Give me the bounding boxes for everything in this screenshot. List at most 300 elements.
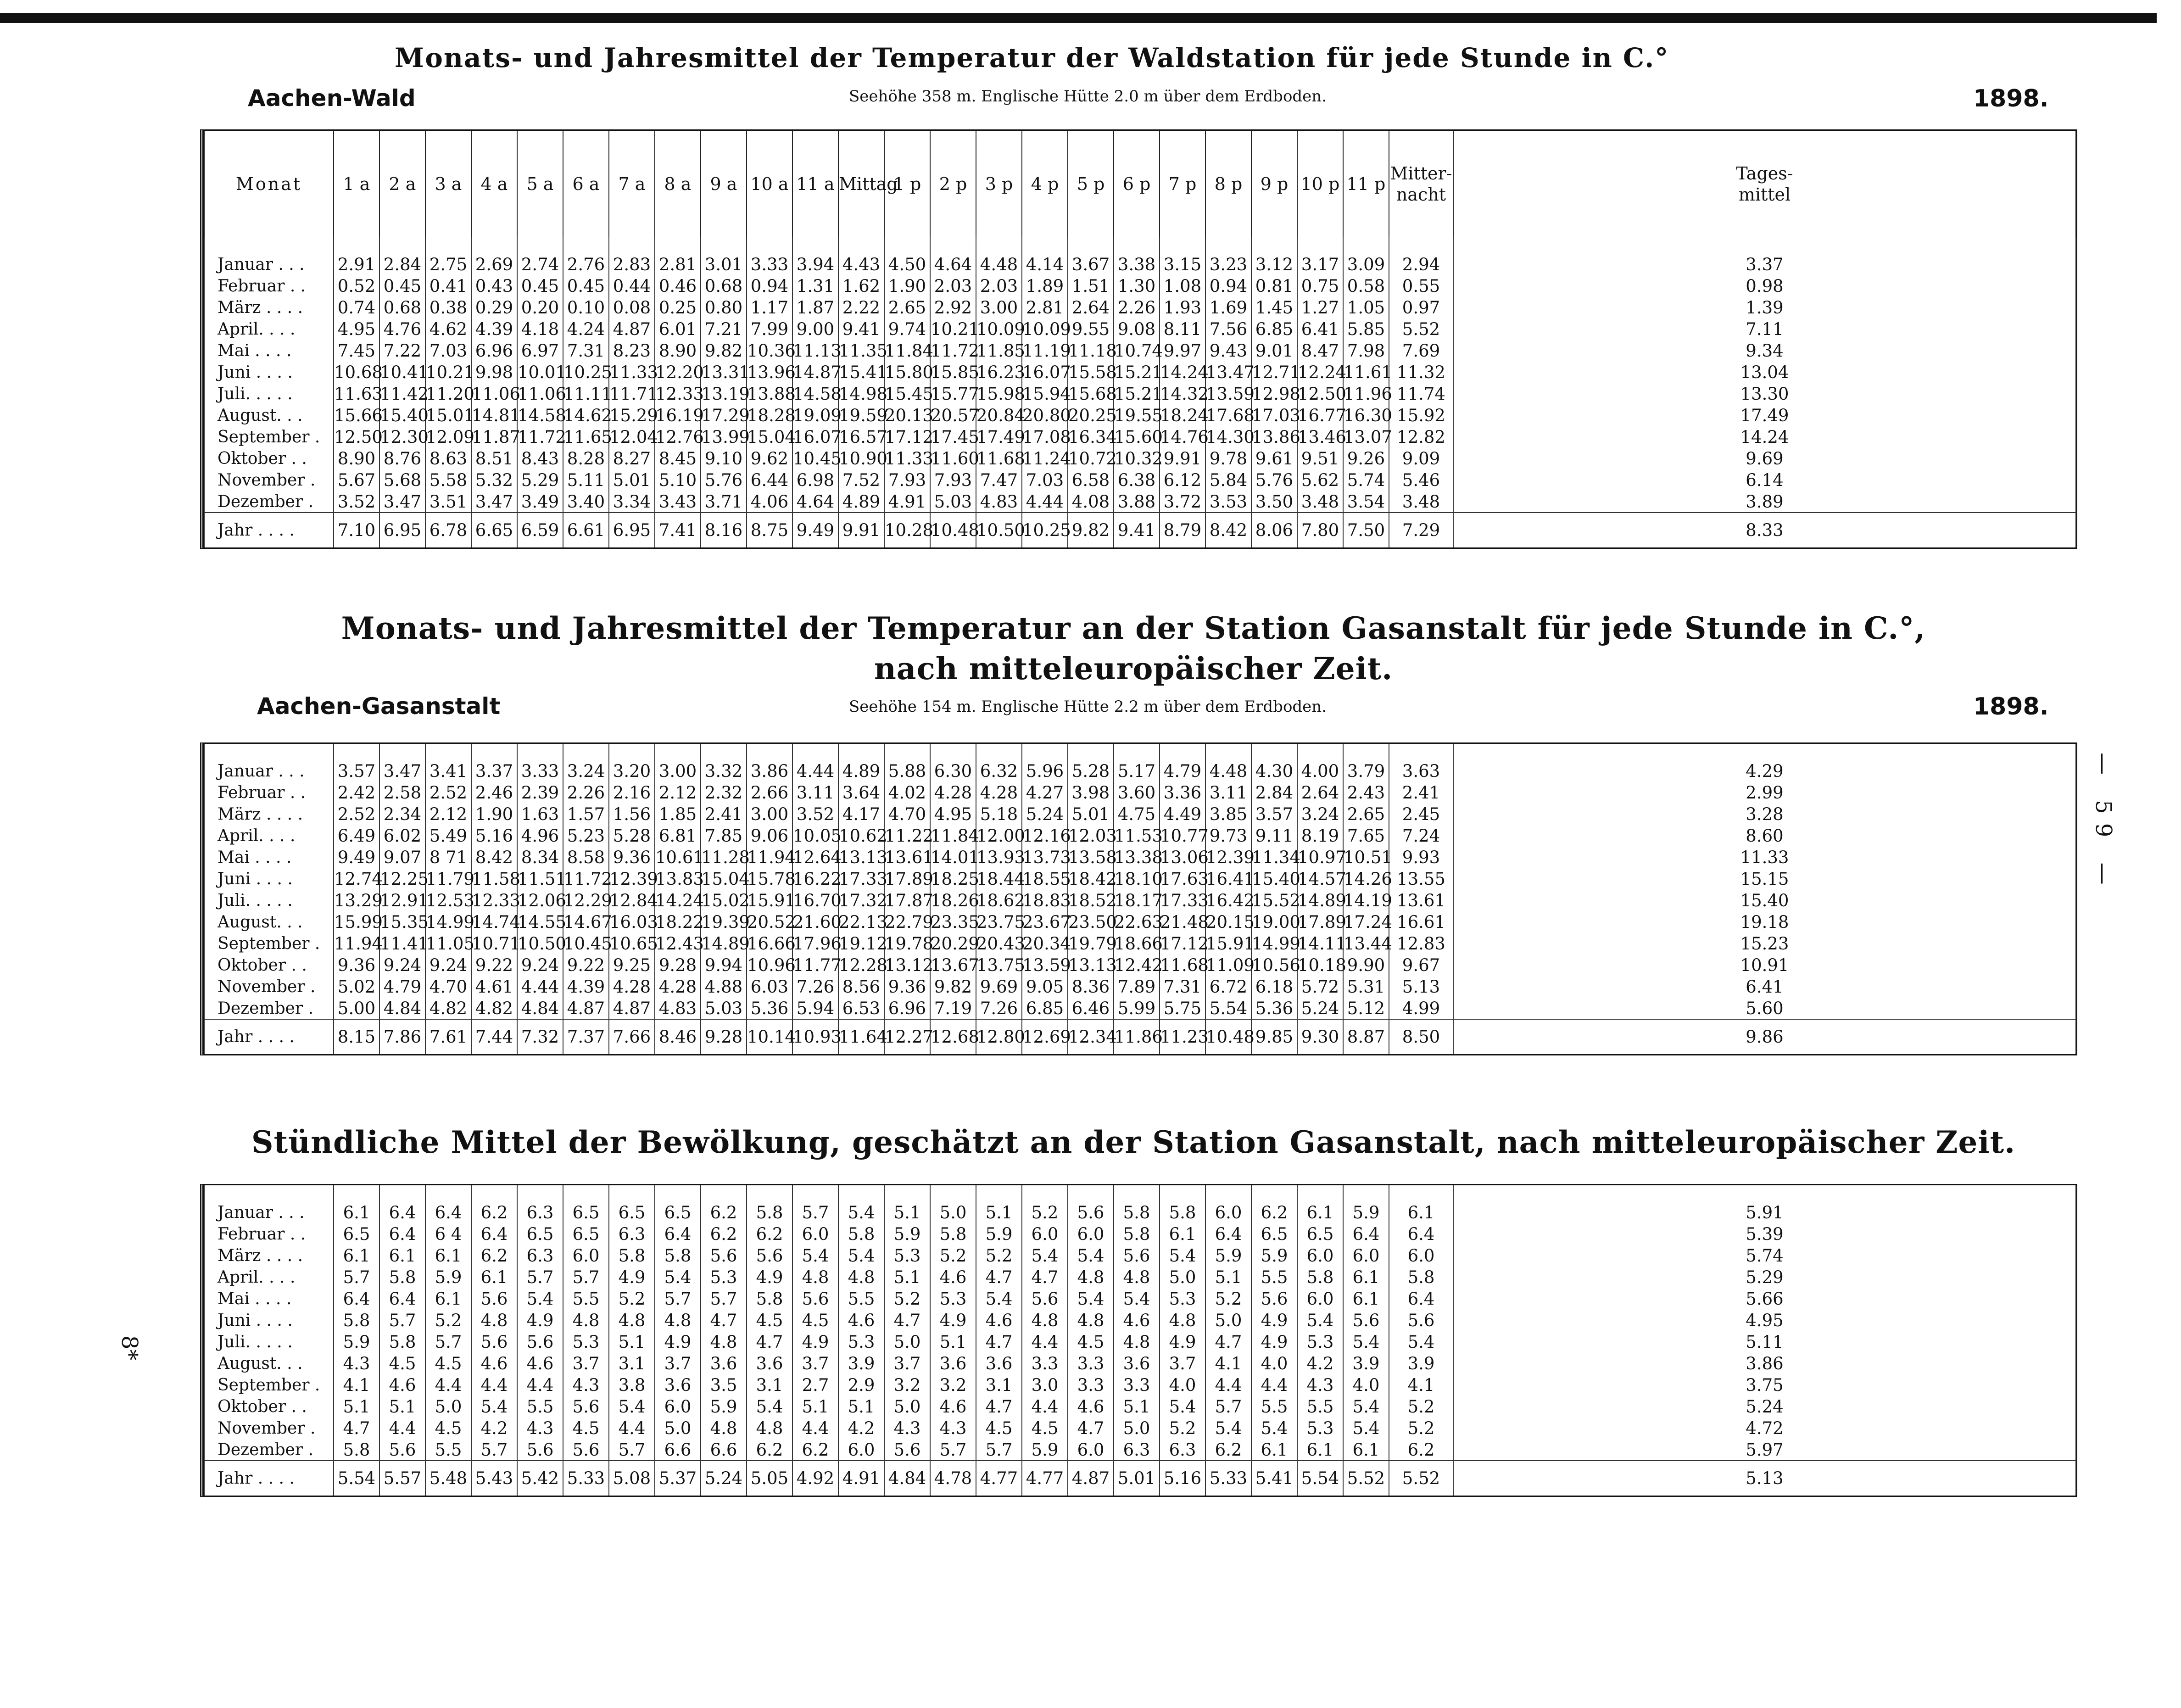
spacer-cell: [930, 744, 976, 760]
table-cell: 10.18: [1298, 955, 1346, 975]
table-cell: 11.64: [838, 1019, 884, 1054]
top-rule: [0, 13, 2157, 23]
table-cell: 8.63: [425, 448, 471, 469]
spacer-cell: [838, 1185, 884, 1202]
table-cell: 4.89: [838, 760, 884, 782]
table-cell: 15.21: [1114, 384, 1163, 404]
table-row: [204, 1223, 2076, 1245]
spacer-cell: [884, 744, 930, 760]
spacer-cell: [930, 237, 976, 254]
table-cell: 5.2: [1205, 1288, 1251, 1310]
table-cell: 5.6: [884, 1439, 930, 1461]
table-cell: 4.7: [747, 1331, 792, 1353]
table-cell: 3.1: [976, 1374, 1022, 1396]
table-cell: 7.31: [1160, 976, 1205, 998]
table-cell: 9.34: [1453, 340, 2076, 362]
table-cell: 6.0: [1297, 1245, 1343, 1267]
table-cell: 3.60: [1114, 782, 1160, 804]
table-cell: 3.79: [1343, 760, 1389, 782]
table-cell: 4.50: [884, 254, 930, 275]
column-header-25: Tages- mittel: [1453, 131, 2076, 237]
table-cell: 5.3: [838, 1331, 884, 1353]
table-cell: 6.6: [655, 1439, 701, 1461]
table-cell: 4.8: [1068, 1310, 1114, 1331]
table-cell: 11.94: [334, 934, 383, 954]
month-label: März . . . .: [204, 297, 334, 318]
table-cell: 11.72: [931, 341, 979, 361]
table-cell: 5.4: [1160, 1396, 1205, 1418]
table-cell: 13.61: [1389, 890, 1453, 911]
table-cell: 6.53: [838, 998, 884, 1019]
table-cell: 10.28: [884, 513, 930, 547]
table-cell: 7.93: [930, 469, 976, 491]
table-cell: 0.94: [747, 275, 792, 297]
table-cell: 17.12: [1160, 934, 1209, 954]
table-cell: 1.85: [655, 804, 701, 825]
spacer-row: [204, 237, 2076, 254]
table-cell: 10.41: [380, 363, 429, 382]
table-cell: 5.0: [884, 1396, 930, 1418]
table-cell: 22.13: [839, 912, 887, 932]
table-cell: 15.40: [1453, 890, 2076, 911]
table-cell: 3.3: [1114, 1374, 1160, 1396]
table-cell: 13.59: [1022, 955, 1071, 975]
table-cell: 9.55: [1068, 318, 1114, 340]
column-header-12: Mittag: [838, 131, 884, 237]
table-cell: 5.2: [884, 1288, 930, 1310]
table-cell: 14.76: [1160, 427, 1209, 447]
table-cell: 3.47: [379, 760, 425, 782]
spacer-cell: [563, 1185, 609, 1202]
table-cell: 14.32: [1160, 384, 1209, 404]
table-cell: 4.95: [334, 318, 379, 340]
table-cell: 9.24: [425, 954, 471, 976]
column-header-15: 3 p: [976, 131, 1022, 237]
table2-station: Aachen-Gasanstalt: [257, 693, 501, 720]
spacer-cell: [1297, 237, 1343, 254]
table-cell: 10.21: [931, 319, 979, 339]
table-cell: 4.95: [1453, 1310, 2076, 1331]
spacer-cell: [425, 1185, 471, 1202]
table-cell: 4.75: [1114, 804, 1160, 825]
table-cell: 6.1: [1297, 1439, 1343, 1461]
table-cell: 5.9: [1205, 1245, 1251, 1267]
table-cell: 5.4: [1068, 1245, 1114, 1267]
table-cell: 6.18: [1251, 976, 1297, 998]
table-cell: 19.00: [1252, 912, 1300, 932]
table-cell: 10.97: [1298, 848, 1346, 867]
table-cell: 5.7: [517, 1267, 563, 1288]
table-cell: 0.80: [701, 297, 747, 318]
table-cell: 15.04: [701, 869, 750, 889]
table-cell: 13.13: [839, 848, 887, 867]
table-cell: 6.0: [1068, 1439, 1114, 1461]
table-cell: 5.5: [1251, 1267, 1297, 1288]
table-row: [204, 318, 2076, 340]
table-cell: 18.28: [747, 406, 796, 425]
table-cell: 6.12: [1160, 469, 1205, 491]
table-cell: 5.8: [1297, 1267, 1343, 1288]
table-cell: 7.89: [1114, 976, 1160, 998]
table-cell: 4.0: [1343, 1374, 1389, 1396]
table-cell: 12.20: [655, 363, 704, 382]
spacer-cell: [1205, 1185, 1251, 1202]
table-cell: 8.34: [517, 847, 563, 868]
table-cell: 5.4: [747, 1396, 792, 1418]
table-cell: 3.41: [425, 760, 471, 782]
table-row: [204, 1396, 2076, 1418]
table-cell: 0.94: [1205, 275, 1251, 297]
table-cell: 0.75: [1297, 275, 1343, 297]
table-cell: 4.6: [379, 1374, 425, 1396]
table-row: [204, 911, 2076, 933]
table-cell: 5.3: [1297, 1331, 1343, 1353]
table-cell: 14.24: [1453, 426, 2076, 448]
month-label: September .: [204, 426, 334, 448]
table-cell: 12.64: [793, 848, 842, 867]
table-cell: 9.24: [379, 954, 425, 976]
spacer-cell: [563, 744, 609, 760]
page-number: — 59 —: [2091, 753, 2116, 894]
table-cell: 10.36: [747, 341, 796, 361]
month-label: August. . .: [204, 911, 334, 933]
column-header-7: 7 a: [609, 131, 655, 237]
spacer-cell: [884, 1185, 930, 1202]
table-cell: 3.64: [838, 782, 884, 804]
table-cell: 11.09: [1206, 955, 1255, 975]
table-cell: 6.85: [1022, 998, 1068, 1019]
table-cell: 4.27: [1022, 782, 1068, 804]
table-cell: 14.58: [793, 384, 842, 404]
table-cell: 4.3: [563, 1374, 609, 1396]
table-cell: 7.85: [701, 825, 747, 847]
table-cell: 0.38: [425, 297, 471, 318]
table-cell: 11.28: [701, 848, 750, 867]
table-cell: 4.70: [884, 804, 930, 825]
table-cell: 6.1: [1297, 1202, 1343, 1223]
table-cell: 9.10: [701, 448, 747, 469]
table-cell: 3.37: [1453, 254, 2076, 275]
spacer-cell: [204, 237, 334, 254]
table-cell: 20.29: [931, 934, 979, 954]
table-cell: 9.11: [1251, 825, 1297, 847]
table-cell: 5.96: [1022, 760, 1068, 782]
table-cell: 7.99: [747, 318, 792, 340]
table-cell: 6.0: [1297, 1288, 1343, 1310]
table-cell: 5.6: [517, 1439, 563, 1461]
table-cell: 13.86: [1252, 427, 1300, 447]
table-cell: 14.01: [931, 848, 979, 867]
table-cell: 4.9: [655, 1331, 701, 1353]
month-label: März . . . .: [204, 1245, 334, 1267]
table-cell: 4.79: [379, 976, 425, 998]
table-cell: 10.96: [747, 955, 796, 975]
table-cell: 5.1: [1205, 1267, 1251, 1288]
table-row: [204, 275, 2076, 297]
table-cell: 10.62: [839, 826, 887, 846]
table-cell: 3.38: [1114, 254, 1160, 275]
table-cell: 12.33: [655, 384, 704, 404]
table-cell: 4.6: [976, 1310, 1022, 1331]
table-cell: 5.7: [701, 1288, 747, 1310]
table-cell: 1.93: [1160, 297, 1205, 318]
table-cell: 9.98: [471, 362, 517, 383]
table-cell: 5.54: [334, 1461, 379, 1496]
table-cell: 5.4: [1297, 1310, 1343, 1331]
table-row: [204, 1245, 2076, 1267]
spacer-cell: [334, 237, 379, 254]
spacer-cell: [1453, 744, 2076, 760]
table-cell: 6.5: [655, 1202, 701, 1223]
table-cell: 7.44: [471, 1019, 517, 1054]
table-cell: 11.84: [931, 826, 979, 846]
month-label: Januar . . .: [204, 1202, 334, 1223]
table-cell: 9.93: [1389, 847, 1453, 868]
spacer-cell: [747, 1185, 792, 1202]
table-cell: 6.1: [334, 1202, 379, 1223]
table-cell: 15.66: [334, 406, 383, 425]
table-cell: 4.0: [1251, 1353, 1297, 1374]
table-cell: 5.52: [1389, 1461, 1453, 1496]
table-cell: 4.5: [425, 1353, 471, 1374]
table-cell: 7.24: [1389, 825, 1453, 847]
table-cell: 13.99: [701, 427, 750, 447]
table-cell: 5.5: [517, 1396, 563, 1418]
table-cell: 4.44: [792, 760, 838, 782]
table-cell: 15.92: [1389, 405, 1453, 426]
table-cell: 11.13: [793, 341, 842, 361]
table-cell: 3.6: [976, 1353, 1022, 1374]
month-label: November .: [204, 976, 334, 998]
table-row: [204, 297, 2076, 318]
table-cell: 10.74: [1114, 341, 1163, 361]
table-cell: 3.53: [1205, 491, 1251, 513]
table-cell: 17.33: [1160, 891, 1209, 910]
table-cell: 5.4: [609, 1396, 655, 1418]
table-cell: 9.74: [884, 318, 930, 340]
table-cell: 6.44: [747, 469, 792, 491]
table-cell: 10.91: [1453, 954, 2076, 976]
table-cell: 15.60: [1114, 427, 1163, 447]
table-cell: 9.67: [1389, 954, 1453, 976]
table-cell: 4.9: [517, 1310, 563, 1331]
month-label: Oktober . .: [204, 1396, 334, 1418]
table-cell: 20.13: [885, 406, 933, 425]
table-cell: 7.19: [930, 998, 976, 1019]
table-cell: 7.47: [976, 469, 1022, 491]
table-cell: 5.9: [1022, 1439, 1068, 1461]
table-cell: 3.98: [1068, 782, 1114, 804]
table-cell: 18.42: [1068, 869, 1117, 889]
table-cell: 12.39: [1206, 848, 1255, 867]
spacer-cell: [1160, 1185, 1205, 1202]
table-cell: 0.52: [334, 275, 379, 297]
table3: [200, 1184, 2077, 1497]
table-cell: 4.91: [838, 1461, 884, 1496]
table-cell: 22.63: [1114, 912, 1163, 932]
month-label: Dezember .: [204, 1439, 334, 1461]
table-cell: 7.03: [1022, 469, 1068, 491]
table-cell: 8.16: [701, 513, 747, 547]
table-cell: 2.22: [838, 297, 884, 318]
table-cell: 1.62: [838, 275, 884, 297]
table-cell: 5.5: [1297, 1396, 1343, 1418]
table-cell: 17.45: [931, 427, 979, 447]
table-cell: 3.89: [1453, 491, 2076, 513]
table-cell: 3.1: [747, 1374, 792, 1396]
table-cell: 4.8: [838, 1267, 884, 1288]
spacer-cell: [1022, 1185, 1068, 1202]
table-cell: 4.5: [563, 1418, 609, 1439]
table-cell: 5.2: [609, 1288, 655, 1310]
table-cell: 15.02: [701, 891, 750, 910]
table-cell: 13.58: [1068, 848, 1117, 867]
table-cell: 0.55: [1389, 275, 1453, 297]
table-cell: 3.2: [884, 1374, 930, 1396]
month-label: Juni . . . .: [204, 868, 334, 890]
table-cell: 9.30: [1297, 1019, 1343, 1054]
table-cell: 6.96: [884, 998, 930, 1019]
table-cell: 7.65: [1343, 825, 1389, 847]
table-cell: 12.68: [930, 1019, 976, 1054]
table-cell: 13.55: [1389, 868, 1453, 890]
table-cell: 5.7: [609, 1439, 655, 1461]
table-cell: 3.7: [655, 1353, 701, 1374]
table-cell: 5.48: [425, 1461, 471, 1496]
table-cell: 3.23: [1205, 254, 1251, 275]
table-cell: 12.04: [609, 427, 658, 447]
table-cell: 5.6: [563, 1396, 609, 1418]
table-cell: 11.68: [976, 449, 1025, 469]
table-cell: 3.54: [1343, 491, 1389, 513]
table-cell: 5.52: [1343, 1461, 1389, 1496]
table-cell: 11.42: [380, 384, 429, 404]
table-cell: 6.3: [517, 1245, 563, 1267]
table-cell: 5.3: [1297, 1418, 1343, 1439]
table-cell: 6.32: [976, 760, 1022, 782]
table-cell: 6.49: [334, 825, 379, 847]
table-cell: 8.51: [471, 448, 517, 469]
table-cell: 4.0: [1160, 1374, 1205, 1396]
column-header-2: 2 a: [379, 131, 425, 237]
table-cell: 14.24: [1160, 363, 1209, 382]
table-row: [204, 1418, 2076, 1439]
table-cell: 16.77: [1298, 406, 1346, 425]
table-cell: 6.4: [379, 1223, 425, 1245]
table-cell: 6.41: [1453, 976, 2076, 998]
column-header-10: 10 a: [747, 131, 792, 237]
table-cell: 6.5: [1297, 1223, 1343, 1245]
table-cell: 4.83: [976, 491, 1022, 513]
table-cell: 19.18: [1453, 911, 2076, 933]
table-cell: 6.46: [1068, 998, 1114, 1019]
table-cell: 6.1: [471, 1267, 517, 1288]
table-cell: 10.71: [472, 934, 520, 954]
table-cell: 3.01: [701, 254, 747, 275]
table-cell: 9.82: [930, 976, 976, 998]
table-cell: 15.01: [426, 406, 474, 425]
table-cell: 5.7: [471, 1439, 517, 1461]
table-cell: 2.64: [1068, 297, 1114, 318]
table-cell: 5.16: [471, 825, 517, 847]
table-cell: 3.24: [1297, 804, 1343, 825]
column-header-14: 2 p: [930, 131, 976, 237]
table-cell: 3.33: [517, 760, 563, 782]
table-cell: 5.7: [379, 1310, 425, 1331]
table-cell: 4.1: [1389, 1374, 1453, 1396]
table-cell: 16.07: [1022, 363, 1071, 382]
table-cell: 2.26: [1114, 297, 1160, 318]
table-cell: 16.23: [976, 363, 1025, 382]
table-cell: 8.79: [1160, 513, 1205, 547]
table-cell: 4.8: [792, 1267, 838, 1288]
table-cell: 12.42: [1114, 955, 1163, 975]
table-cell: 5.2: [976, 1245, 1022, 1267]
table-cell: 7.50: [1343, 513, 1389, 547]
month-label: November .: [204, 1418, 334, 1439]
table-cell: 2.64: [1297, 782, 1343, 804]
table2-year: 1898.: [1973, 693, 2049, 720]
table-cell: 11.19: [1022, 341, 1071, 361]
spacer-cell: [1205, 744, 1251, 760]
table-cell: 19.79: [1068, 934, 1117, 954]
table-row: [204, 825, 2076, 847]
table-cell: 6.5: [1251, 1223, 1297, 1245]
table-cell: 23.75: [976, 912, 1025, 932]
table-cell: 6.2: [471, 1245, 517, 1267]
table-cell: 15.94: [1022, 384, 1071, 404]
table-cell: 1.27: [1297, 297, 1343, 318]
table-cell: 11.24: [1022, 449, 1071, 469]
table-cell: 11.74: [1389, 383, 1453, 405]
table-cell: 4.3: [930, 1418, 976, 1439]
table-cell: 3.7: [884, 1353, 930, 1374]
table-cell: 11.63: [334, 384, 383, 404]
table-cell: 15.78: [747, 869, 796, 889]
table-cell: 15.68: [1068, 384, 1117, 404]
table-cell: 3.32: [701, 760, 747, 782]
table-row: [204, 1019, 2076, 1054]
month-label: Mai . . . .: [204, 1288, 334, 1310]
table-cell: 4.5: [425, 1418, 471, 1439]
table-cell: 5.3: [930, 1288, 976, 1310]
table-cell: 13.83: [655, 869, 704, 889]
table-cell: 8.87: [1343, 1019, 1389, 1054]
table-cell: 15.98: [976, 384, 1025, 404]
table-cell: 9.28: [701, 1019, 747, 1054]
table-cell: 19.59: [839, 406, 887, 425]
table-cell: 3.94: [792, 254, 838, 275]
month-label: Juni . . . .: [204, 1310, 334, 1331]
table-cell: 5.24: [1453, 1396, 2076, 1418]
table-cell: 5.42: [517, 1461, 563, 1496]
table-cell: 7.52: [838, 469, 884, 491]
spacer-cell: [517, 1185, 563, 1202]
table-cell: 16.30: [1344, 406, 1392, 425]
table-cell: 9.26: [1343, 448, 1389, 469]
table-cell: 5.4: [1022, 1245, 1068, 1267]
table-cell: 7.32: [517, 1019, 563, 1054]
table-cell: 5.03: [930, 491, 976, 513]
month-label: März . . . .: [204, 804, 334, 825]
spacer-cell: [1251, 744, 1297, 760]
table-cell: 10.25: [1022, 513, 1068, 547]
table-cell: 8.36: [1068, 976, 1114, 998]
table-cell: 15.77: [931, 384, 979, 404]
table-cell: 5.58: [425, 469, 471, 491]
table-cell: 2.81: [655, 254, 701, 275]
table-cell: 12.83: [1389, 933, 1453, 954]
